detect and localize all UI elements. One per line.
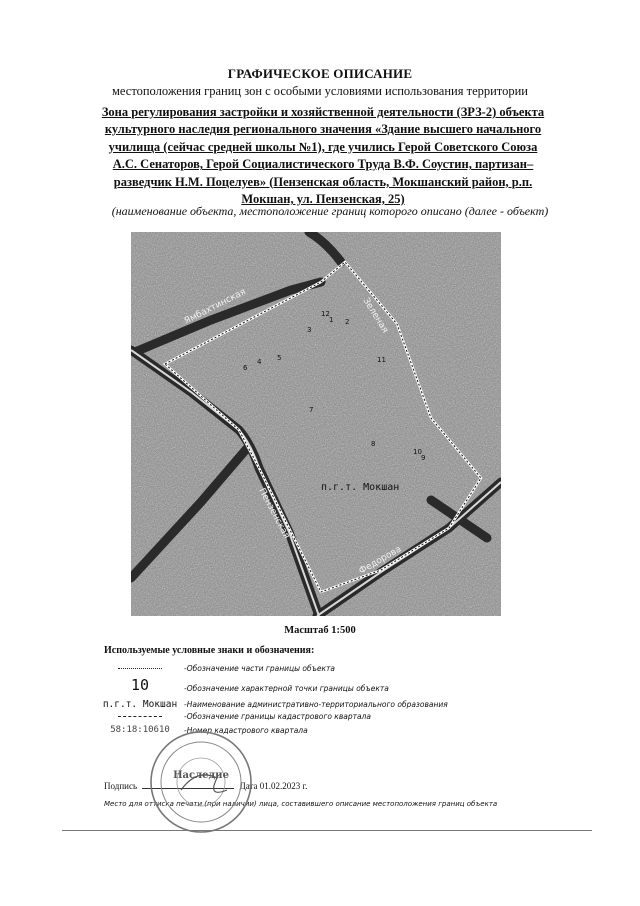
- point-label: 10: [413, 448, 422, 456]
- legend-symbol: 58:18:10610: [110, 725, 170, 735]
- legend-description: -Номер кадастрового квартала: [184, 726, 308, 735]
- point-label: 11: [377, 356, 386, 364]
- map-texture: [131, 232, 501, 616]
- map-svg: [131, 232, 501, 616]
- document-subtitle: местоположения границ зон с особыми условиями использования территории: [112, 84, 528, 98]
- document-title: ГРАФИЧЕСКОЕ ОПИСАНИЕ: [227, 66, 413, 81]
- stamp-svg: [147, 728, 255, 836]
- point-label: 6: [243, 364, 248, 372]
- aerial-map: [131, 232, 501, 616]
- signature-date: Дата 01.02.2023 г.: [239, 781, 308, 791]
- cadastral-line-symbol: [118, 716, 162, 717]
- point-label: 7: [309, 406, 314, 414]
- legend-symbol: п.г.т. Мокшан: [102, 699, 178, 710]
- footer-rule: [62, 830, 592, 831]
- street-label: Зеленая: [360, 296, 390, 336]
- point-label: 2: [345, 318, 350, 326]
- legend-description: -Обозначение характерной точки границы объекта: [184, 684, 389, 693]
- point-label: 5: [277, 354, 282, 362]
- object-name-line: Зона регулирования застройки и хозяйственной деятельности (ЗРЗ-2) объекта: [101, 105, 545, 119]
- legend-description: -Обозначение границы кадастрового квартала: [184, 712, 371, 721]
- point-label: 9: [421, 454, 426, 462]
- signature-note: Место для оттиска печати (при наличии) лица, составившего описание местоположения границ объекта: [104, 800, 498, 808]
- legend-row: [100, 699, 500, 713]
- settlement-label: п.г.т. Мокшан: [321, 482, 400, 493]
- street-label: Пензенская: [256, 486, 292, 541]
- legend-row: [100, 676, 500, 694]
- legend-title: Используемые условные знаки и обозначения:: [104, 645, 315, 656]
- legend-row: [100, 712, 500, 726]
- point-label: 12: [321, 310, 330, 318]
- object-name-line: разведчик Н.М. Поцелуев» (Пензенская область, Мокшанский район, р.п.: [113, 174, 533, 189]
- official-stamp: [147, 728, 255, 836]
- object-name: [78, 104, 568, 208]
- legend-symbol: 10: [130, 676, 150, 694]
- point-label: 1: [329, 316, 334, 324]
- point-label: 3: [307, 326, 312, 334]
- point-label: 4: [257, 358, 262, 366]
- street-label: Федорова: [357, 544, 404, 577]
- object-name-line: А.С. Сенаторов, Герой Социалистического Труда В.Ф. Соустин, партизан–: [112, 157, 534, 172]
- legend-description: -Обозначение части границы объекта: [184, 664, 336, 673]
- signature-label: Подпись: [104, 781, 138, 791]
- object-name-line: культурного наследия регионального значения «Здание высшего начального: [104, 122, 542, 137]
- stamp-text: Наследие: [173, 770, 229, 781]
- point-label: 8: [371, 440, 376, 448]
- boundary-line-symbol: [118, 668, 162, 669]
- object-name-line: училища (сейчас средней школы №1), где учились Герой Советского Союза: [108, 139, 538, 154]
- object-caption: (наименование объекта, местоположение границ которого описано (далее - объект): [111, 204, 549, 218]
- object-name-line: Мокшан, ул. Пензенская, 25): [241, 192, 405, 207]
- map-scale: Масштаб 1:500: [284, 625, 356, 636]
- legend-description: -Наименование административно-территориального образования: [184, 700, 448, 709]
- street-label: Ямбахтинская: [182, 287, 248, 327]
